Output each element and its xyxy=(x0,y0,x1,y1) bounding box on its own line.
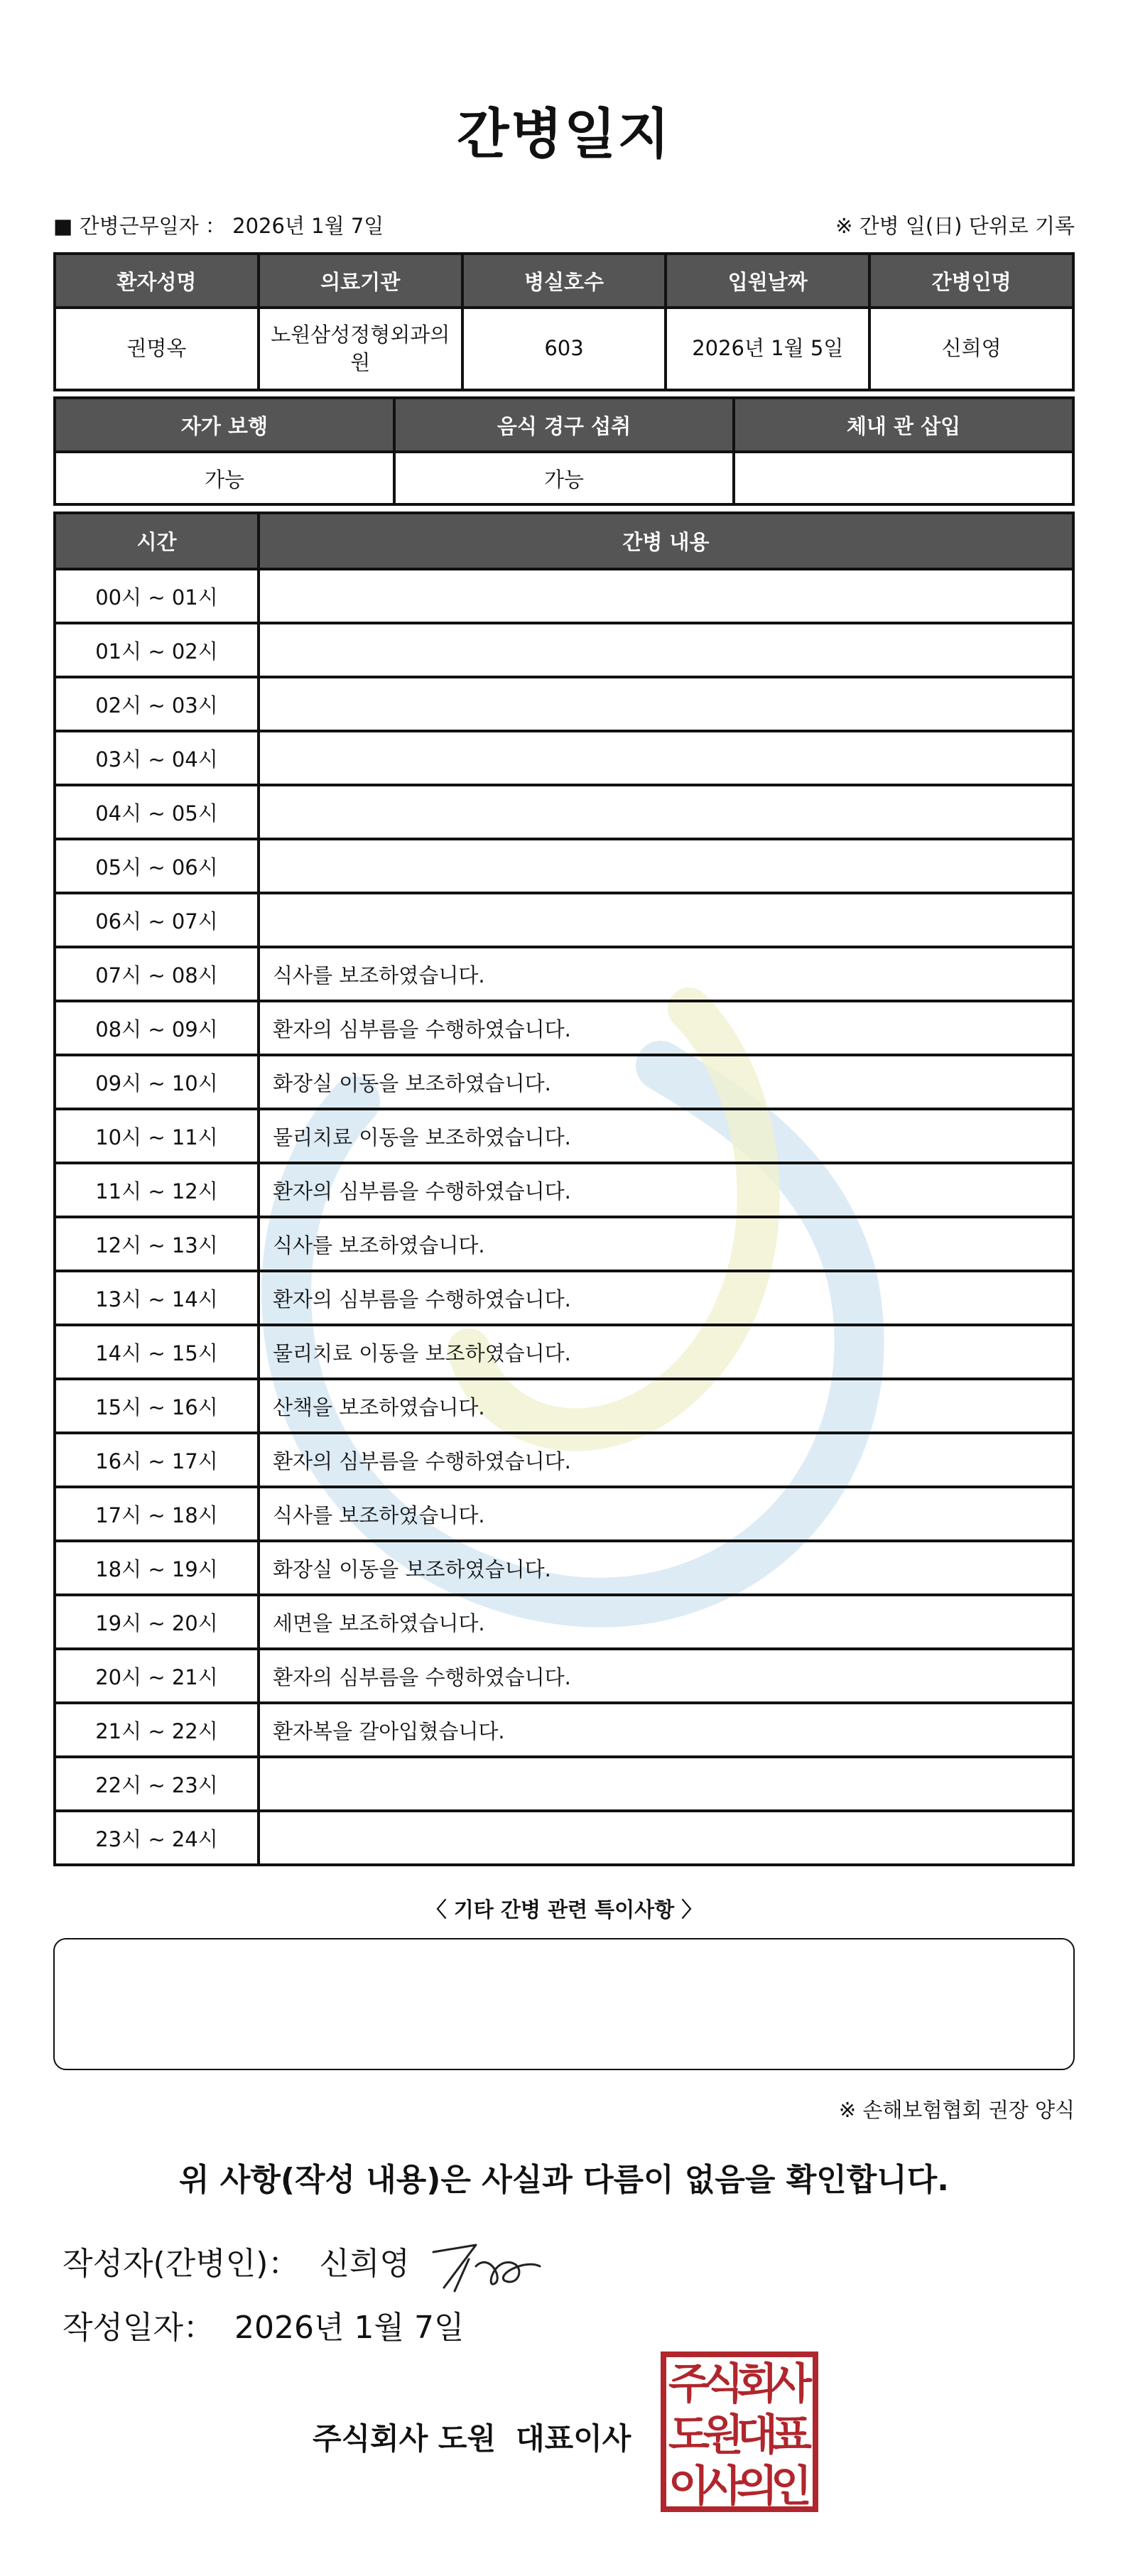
care-log-rows xyxy=(55,569,1073,1865)
company-signature-line xyxy=(313,2415,631,2458)
svg-text:사: 사 xyxy=(771,2359,812,2409)
header-oral-intake: 음식 경구 섭취 xyxy=(394,398,734,452)
table-row xyxy=(55,947,1073,1001)
table-row xyxy=(55,1055,1073,1109)
tube-insertion-value xyxy=(734,452,1073,504)
header-time: 시간 xyxy=(55,513,259,569)
table-row xyxy=(55,569,1073,623)
company-seal-stamp xyxy=(661,2352,818,2512)
table-row xyxy=(55,1811,1073,1865)
notes-box xyxy=(53,1938,1075,2070)
care-content-cell: 환자의 심부름을 수행하였습니다. xyxy=(259,1271,1073,1325)
svg-text:이: 이 xyxy=(668,2462,710,2511)
time-slot-cell: 22시 ~ 23시 xyxy=(55,1757,259,1811)
care-content-cell xyxy=(259,731,1073,785)
care-content-cell: 환자의 심부름을 수행하였습니다. xyxy=(259,1163,1073,1217)
svg-text:대: 대 xyxy=(737,2410,778,2460)
admission-date: 2026년 1월 5일 xyxy=(666,308,869,390)
oral-intake-value: 가능 xyxy=(394,452,734,504)
time-slot-cell: 02시 ~ 03시 xyxy=(55,677,259,731)
table-row xyxy=(55,1217,1073,1271)
care-log-table xyxy=(53,512,1075,1866)
svg-text:표: 표 xyxy=(771,2410,812,2460)
time-slot-cell: 16시 ~ 17시 xyxy=(55,1433,259,1487)
care-content-cell: 물리치료 이동을 보조하였습니다. xyxy=(259,1109,1073,1163)
care-content-cell xyxy=(259,1811,1073,1865)
table-row xyxy=(55,1649,1073,1703)
care-content-cell xyxy=(259,569,1073,623)
care-content-cell: 환자의 심부름을 수행하였습니다. xyxy=(259,1001,1073,1055)
table-row xyxy=(55,1541,1073,1595)
table-row xyxy=(55,1379,1073,1433)
patient-name: 권명옥 xyxy=(55,308,259,390)
svg-text:회: 회 xyxy=(737,2359,778,2409)
care-content-cell: 화장실 이동을 보조하였습니다. xyxy=(259,1541,1073,1595)
care-content-cell xyxy=(259,839,1073,893)
time-slot-cell: 06시 ~ 07시 xyxy=(55,893,259,947)
table-row xyxy=(55,1271,1073,1325)
time-slot-cell: 07시 ~ 08시 xyxy=(55,947,259,1001)
time-slot-cell: 15시 ~ 16시 xyxy=(55,1379,259,1433)
table-row xyxy=(55,1325,1073,1379)
care-content-cell xyxy=(259,1757,1073,1811)
svg-text:원: 원 xyxy=(703,2410,744,2460)
time-slot-cell: 11시 ~ 12시 xyxy=(55,1163,259,1217)
company-name: 주식회사 도원 xyxy=(313,2421,497,2456)
table-row xyxy=(55,1595,1073,1649)
caregiver-name: 신희영 xyxy=(869,308,1073,390)
patient-info-table xyxy=(53,252,1075,391)
care-content-cell xyxy=(259,677,1073,731)
self-walking-value: 가능 xyxy=(55,452,394,504)
time-slot-cell: 19시 ~ 20시 xyxy=(55,1595,259,1649)
header-admission-date: 입원날짜 xyxy=(666,254,869,308)
written-date-value: 2026년 1월 7일 xyxy=(234,2310,465,2346)
svg-text:의: 의 xyxy=(737,2462,778,2511)
written-date-line xyxy=(63,2302,464,2347)
work-date-label: ■ 간병근무일자 ： 2026년 1월 7일 xyxy=(53,214,384,238)
time-slot-cell: 00시 ~ 01시 xyxy=(55,569,259,623)
record-unit-note: ※ 간병 일(日) 단위로 기록 xyxy=(835,214,1075,238)
time-slot-cell: 03시 ~ 04시 xyxy=(55,731,259,785)
svg-text:사: 사 xyxy=(703,2462,744,2511)
time-slot-cell: 01시 ~ 02시 xyxy=(55,623,259,677)
table-row xyxy=(55,1757,1073,1811)
care-content-cell xyxy=(259,785,1073,839)
time-slot-cell: 10시 ~ 11시 xyxy=(55,1109,259,1163)
table-row xyxy=(55,893,1073,947)
svg-text:식: 식 xyxy=(703,2359,744,2409)
svg-text:도: 도 xyxy=(668,2410,710,2460)
care-content-cell: 환자의 심부름을 수행하였습니다. xyxy=(259,1433,1073,1487)
svg-text:인: 인 xyxy=(771,2462,812,2511)
header-tube-insertion: 체내 관 삽입 xyxy=(734,398,1073,452)
time-slot-cell: 04시 ~ 05시 xyxy=(55,785,259,839)
document-title: 간병일지 xyxy=(457,102,671,166)
table-row xyxy=(55,839,1073,893)
time-slot-cell: 21시 ~ 22시 xyxy=(55,1703,259,1757)
header-self-walking: 자가 보행 xyxy=(55,398,394,452)
care-content-cell xyxy=(259,893,1073,947)
written-date-label: 작성일자： xyxy=(63,2310,215,2346)
table-row xyxy=(55,1433,1073,1487)
care-content-cell: 식사를 보조하였습니다. xyxy=(259,1217,1073,1271)
writer-line xyxy=(63,2238,410,2283)
room-number: 603 xyxy=(462,308,666,390)
writer-name: 신희영 xyxy=(319,2246,410,2282)
care-content-cell: 환자의 심부름을 수행하였습니다. xyxy=(259,1649,1073,1703)
hospital-name: 노원삼성정형외과의원 xyxy=(259,308,462,390)
header-room-number: 병실호수 xyxy=(462,254,666,308)
time-slot-cell: 20시 ~ 21시 xyxy=(55,1649,259,1703)
care-content-cell: 식사를 보조하였습니다. xyxy=(259,1487,1073,1541)
header-care-content: 간병 내용 xyxy=(259,513,1073,569)
confirmation-statement: 위 사항(작성 내용)은 사실과 다름이 없음을 확인합니다. xyxy=(179,2162,949,2198)
table-row xyxy=(55,623,1073,677)
table-row xyxy=(55,1487,1073,1541)
care-content-cell: 환자복을 갈아입혔습니다. xyxy=(259,1703,1073,1757)
table-row xyxy=(55,1109,1073,1163)
writer-label: 작성자(간병인)： xyxy=(63,2246,300,2282)
time-slot-cell: 12시 ~ 13시 xyxy=(55,1217,259,1271)
table-row xyxy=(55,731,1073,785)
header-hospital: 의료기관 xyxy=(259,254,462,308)
care-content-cell: 화장실 이동을 보조하였습니다. xyxy=(259,1055,1073,1109)
time-slot-cell: 23시 ~ 24시 xyxy=(55,1811,259,1865)
notes-title: 〈 기타 간병 관련 특이사항 〉 xyxy=(425,1898,703,1922)
time-slot-cell: 05시 ~ 06시 xyxy=(55,839,259,893)
svg-text:주: 주 xyxy=(668,2359,710,2409)
handwritten-signature xyxy=(426,2231,547,2295)
table-row xyxy=(55,1703,1073,1757)
care-content-cell: 산책을 보조하였습니다. xyxy=(259,1379,1073,1433)
time-slot-cell: 13시 ~ 14시 xyxy=(55,1271,259,1325)
patient-status-table xyxy=(53,396,1075,506)
time-slot-cell: 14시 ~ 15시 xyxy=(55,1325,259,1379)
table-row xyxy=(55,1001,1073,1055)
care-content-cell: 물리치료 이동을 보조하였습니다. xyxy=(259,1325,1073,1379)
time-slot-cell: 17시 ~ 18시 xyxy=(55,1487,259,1541)
care-content-cell xyxy=(259,623,1073,677)
care-content-cell: 세면을 보조하였습니다. xyxy=(259,1595,1073,1649)
care-content-cell: 식사를 보조하였습니다. xyxy=(259,947,1073,1001)
recommendation-note: ※ 손해보험협회 권장 양식 xyxy=(838,2098,1075,2122)
header-patient-name: 환자성명 xyxy=(55,254,259,308)
table-row xyxy=(55,1163,1073,1217)
time-slot-cell: 09시 ~ 10시 xyxy=(55,1055,259,1109)
header-caregiver-name: 간병인명 xyxy=(869,254,1073,308)
company-title: 대표이사 xyxy=(516,2421,631,2456)
time-slot-cell: 08시 ~ 09시 xyxy=(55,1001,259,1055)
time-slot-cell: 18시 ~ 19시 xyxy=(55,1541,259,1595)
table-row xyxy=(55,785,1073,839)
table-row xyxy=(55,677,1073,731)
